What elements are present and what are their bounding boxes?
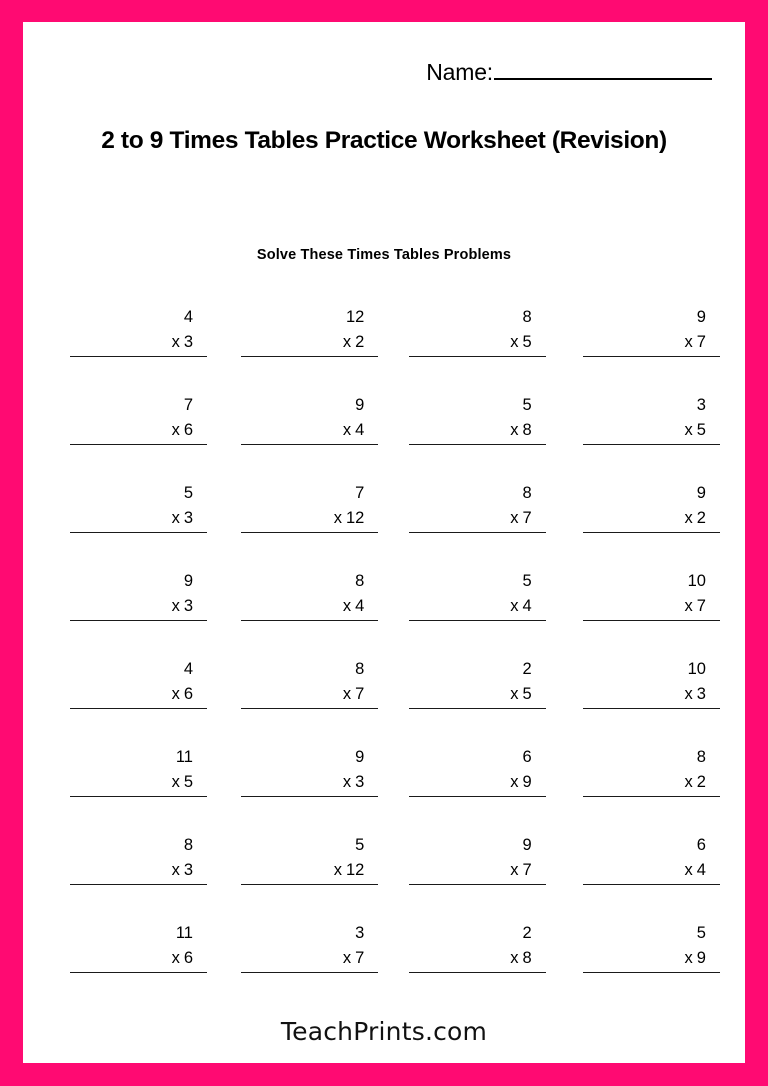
problem-multiplier-line bbox=[583, 682, 706, 707]
problem-multiplier-line bbox=[241, 946, 364, 971]
problem-operands bbox=[583, 393, 720, 443]
problem-multiplicand: 9 bbox=[355, 748, 365, 766]
multiplication-operator-icon: x bbox=[510, 421, 519, 439]
problem-multiplicand: 8 bbox=[355, 572, 365, 590]
problem-cell[interactable] bbox=[583, 569, 720, 657]
multiplication-operator-icon: x bbox=[684, 685, 693, 703]
problem-multiplicand: 9 bbox=[355, 396, 365, 414]
multiplication-operator-icon: x bbox=[342, 597, 352, 615]
answer-rule bbox=[241, 972, 378, 973]
section-heading: Solve These Times Tables Problems bbox=[256, 247, 512, 263]
problem-cell[interactable] bbox=[409, 921, 546, 1009]
problem-cell[interactable] bbox=[409, 569, 546, 657]
problem-cell[interactable] bbox=[409, 745, 546, 833]
multiplication-operator-icon: x bbox=[171, 949, 180, 967]
problem-cell[interactable] bbox=[70, 305, 207, 393]
problem-multiplicand: 11 bbox=[175, 748, 193, 766]
multiplication-operator-icon: x bbox=[510, 685, 519, 703]
problem-multiplicand: 9 bbox=[522, 836, 532, 854]
problem-operands bbox=[409, 305, 546, 355]
problems-grid bbox=[48, 305, 720, 1009]
problem-cell[interactable] bbox=[70, 657, 207, 745]
multiplication-operator-icon: x bbox=[342, 685, 352, 703]
problem-operands bbox=[583, 745, 720, 795]
problem-multiplier-line bbox=[241, 594, 364, 619]
problem-multiplicand: 7 bbox=[355, 484, 365, 502]
answer-rule bbox=[241, 620, 378, 621]
problem-multiplier: 9 bbox=[522, 773, 532, 791]
problem-multiplier-line bbox=[409, 506, 532, 531]
problem-multiplier: 4 bbox=[522, 597, 532, 615]
problem-multiplier-line bbox=[583, 770, 706, 795]
problem-operands bbox=[70, 393, 207, 443]
answer-rule bbox=[409, 708, 546, 709]
problem-multiplier: 3 bbox=[696, 685, 706, 703]
problem-cell[interactable] bbox=[241, 481, 378, 569]
multiplication-operator-icon: x bbox=[171, 773, 180, 791]
problem-operands bbox=[241, 569, 378, 619]
problem-multiplicand: 9 bbox=[183, 572, 193, 590]
problem-cell[interactable] bbox=[583, 745, 720, 833]
problem-operands bbox=[583, 305, 720, 355]
problem-operands bbox=[241, 921, 378, 971]
problem-operands bbox=[409, 481, 546, 531]
problem-multiplicand: 11 bbox=[175, 924, 193, 942]
problem-multiplicand: 8 bbox=[183, 836, 193, 854]
problem-operands bbox=[241, 657, 378, 707]
problem-multiplier-line bbox=[70, 594, 193, 619]
multiplication-operator-icon: x bbox=[171, 685, 180, 703]
problem-cell[interactable] bbox=[409, 481, 546, 569]
problem-multiplier: 7 bbox=[696, 333, 706, 351]
problem-multiplicand: 4 bbox=[183, 308, 193, 326]
answer-rule bbox=[583, 708, 720, 709]
answer-rule bbox=[409, 796, 546, 797]
problem-multiplier-line bbox=[409, 946, 532, 971]
problem-cell[interactable] bbox=[241, 393, 378, 481]
problem-cell[interactable] bbox=[241, 745, 378, 833]
problem-multiplier-line bbox=[409, 682, 532, 707]
problem-multiplier: 12 bbox=[345, 509, 365, 527]
problem-multiplicand: 5 bbox=[696, 924, 706, 942]
problem-multiplier-line bbox=[70, 682, 193, 707]
problem-multiplier: 8 bbox=[522, 421, 532, 439]
problem-cell[interactable] bbox=[583, 657, 720, 745]
multiplication-operator-icon: x bbox=[684, 509, 693, 527]
problem-multiplier-line bbox=[70, 770, 193, 795]
answer-rule bbox=[70, 356, 207, 357]
problem-operands bbox=[70, 657, 207, 707]
multiplication-operator-icon: x bbox=[510, 861, 519, 879]
problem-multiplier-line bbox=[70, 946, 193, 971]
problem-operands bbox=[409, 921, 546, 971]
problem-operands bbox=[241, 481, 378, 531]
problem-multiplicand: 10 bbox=[687, 660, 706, 678]
problem-cell[interactable] bbox=[70, 745, 207, 833]
problem-operands bbox=[70, 745, 207, 795]
problem-multiplier: 3 bbox=[355, 773, 365, 791]
problem-multiplier: 6 bbox=[183, 685, 193, 703]
problem-multiplicand: 6 bbox=[696, 836, 706, 854]
problem-multiplicand: 5 bbox=[183, 484, 193, 502]
worksheet-sheet bbox=[23, 22, 745, 1063]
answer-rule bbox=[241, 532, 378, 533]
problem-multiplier-line bbox=[241, 770, 364, 795]
multiplication-operator-icon: x bbox=[684, 773, 693, 791]
problem-multiplier-line bbox=[583, 858, 706, 883]
problem-cell[interactable] bbox=[241, 833, 378, 921]
problem-multiplier: 2 bbox=[696, 509, 706, 527]
problem-multiplicand: 2 bbox=[522, 924, 532, 942]
problem-multiplier-line bbox=[583, 418, 706, 443]
problem-multiplier-line bbox=[70, 506, 193, 531]
problem-cell[interactable] bbox=[70, 921, 207, 1009]
answer-rule bbox=[409, 884, 546, 885]
problem-multiplicand: 8 bbox=[696, 748, 706, 766]
problem-cell[interactable] bbox=[409, 393, 546, 481]
problem-operands bbox=[70, 481, 207, 531]
problem-cell[interactable] bbox=[70, 833, 207, 921]
answer-rule bbox=[409, 532, 546, 533]
multiplication-operator-icon: x bbox=[342, 333, 352, 351]
answer-rule bbox=[70, 796, 207, 797]
problem-multiplier-line bbox=[241, 682, 364, 707]
problem-cell[interactable] bbox=[70, 481, 207, 569]
problem-operands bbox=[583, 921, 720, 971]
problem-multiplier: 7 bbox=[522, 861, 532, 879]
answer-rule bbox=[70, 884, 207, 885]
problem-operands bbox=[583, 657, 720, 707]
problem-multiplicand: 7 bbox=[183, 396, 193, 414]
problem-multiplicand: 2 bbox=[522, 660, 532, 678]
problem-multiplier: 3 bbox=[183, 333, 193, 351]
answer-rule bbox=[583, 356, 720, 357]
problem-operands bbox=[409, 569, 546, 619]
multiplication-operator-icon: x bbox=[171, 597, 180, 615]
problem-multiplicand: 8 bbox=[522, 484, 532, 502]
problem-multiplier: 6 bbox=[183, 421, 193, 439]
problem-multiplier: 5 bbox=[183, 773, 193, 791]
answer-rule bbox=[583, 972, 720, 973]
problem-operands bbox=[70, 921, 207, 971]
problem-multiplier-line bbox=[583, 330, 706, 355]
problem-multiplier-line bbox=[409, 594, 532, 619]
problem-multiplier-line bbox=[583, 506, 706, 531]
problem-multiplier: 5 bbox=[522, 685, 532, 703]
problem-multiplier-line bbox=[70, 330, 193, 355]
multiplication-operator-icon: x bbox=[171, 333, 180, 351]
problem-multiplier: 3 bbox=[183, 509, 193, 527]
problem-operands bbox=[583, 833, 720, 883]
problem-multiplicand: 3 bbox=[355, 924, 365, 942]
problem-multiplicand: 5 bbox=[522, 396, 532, 414]
problem-multiplicand: 6 bbox=[522, 748, 532, 766]
problem-operands bbox=[583, 569, 720, 619]
answer-rule bbox=[409, 356, 546, 357]
multiplication-operator-icon: x bbox=[342, 773, 352, 791]
answer-rule bbox=[241, 796, 378, 797]
problem-operands bbox=[70, 305, 207, 355]
answer-rule bbox=[583, 620, 720, 621]
problem-multiplier: 4 bbox=[355, 421, 365, 439]
problem-multiplier-line bbox=[409, 858, 532, 883]
problem-operands bbox=[409, 657, 546, 707]
problem-multiplier: 7 bbox=[355, 949, 365, 967]
problem-cell[interactable] bbox=[583, 481, 720, 569]
problem-multiplicand: 10 bbox=[687, 572, 706, 590]
multiplication-operator-icon: x bbox=[510, 949, 519, 967]
problem-multiplier: 4 bbox=[696, 861, 706, 879]
problem-multiplier: 8 bbox=[522, 949, 532, 967]
answer-rule bbox=[583, 444, 720, 445]
multiplication-operator-icon: x bbox=[684, 949, 693, 967]
problem-cell[interactable] bbox=[241, 305, 378, 393]
answer-rule bbox=[70, 444, 207, 445]
problem-multiplier: 6 bbox=[183, 949, 193, 967]
problem-multiplier: 4 bbox=[355, 597, 365, 615]
problem-multiplicand: 8 bbox=[355, 660, 365, 678]
problem-cell[interactable] bbox=[241, 657, 378, 745]
problem-cell[interactable] bbox=[241, 921, 378, 1009]
name-field-row bbox=[426, 59, 712, 86]
footer-brand: TeachPrints.com bbox=[280, 1017, 488, 1046]
multiplication-operator-icon: x bbox=[510, 597, 519, 615]
problem-cell[interactable] bbox=[409, 305, 546, 393]
problem-multiplicand: 12 bbox=[345, 308, 365, 326]
answer-rule bbox=[70, 532, 207, 533]
problem-multiplier: 3 bbox=[183, 597, 193, 615]
problem-cell[interactable] bbox=[583, 393, 720, 481]
problem-operands bbox=[241, 305, 378, 355]
multiplication-operator-icon: x bbox=[684, 333, 693, 351]
multiplication-operator-icon: x bbox=[171, 509, 180, 527]
problem-cell[interactable] bbox=[409, 657, 546, 745]
multiplication-operator-icon: x bbox=[333, 509, 342, 527]
problem-multiplicand: 3 bbox=[696, 396, 706, 414]
problem-multiplicand: 9 bbox=[696, 308, 706, 326]
problem-operands bbox=[583, 481, 720, 531]
multiplication-operator-icon: x bbox=[342, 949, 352, 967]
multiplication-operator-icon: x bbox=[510, 773, 519, 791]
multiplication-operator-icon: x bbox=[333, 861, 342, 879]
problem-multiplier-line bbox=[70, 418, 193, 443]
problem-multiplier-line bbox=[409, 330, 532, 355]
answer-rule bbox=[241, 444, 378, 445]
answer-rule bbox=[70, 708, 207, 709]
multiplication-operator-icon: x bbox=[171, 861, 180, 879]
answer-rule bbox=[70, 620, 207, 621]
problem-multiplier: 12 bbox=[345, 861, 365, 879]
problem-multiplier: 3 bbox=[183, 861, 193, 879]
answer-rule bbox=[70, 972, 207, 973]
multiplication-operator-icon: x bbox=[510, 509, 519, 527]
problem-cell[interactable] bbox=[583, 305, 720, 393]
problem-multiplier-line bbox=[409, 770, 532, 795]
problem-multiplier-line bbox=[241, 506, 364, 531]
problem-operands bbox=[70, 833, 207, 883]
problem-operands bbox=[409, 393, 546, 443]
answer-rule bbox=[583, 796, 720, 797]
answer-rule bbox=[409, 444, 546, 445]
problem-multiplier-line bbox=[241, 858, 364, 883]
problem-multiplicand: 9 bbox=[696, 484, 706, 502]
problem-cell[interactable] bbox=[583, 921, 720, 1009]
answer-rule bbox=[583, 884, 720, 885]
multiplication-operator-icon: x bbox=[684, 421, 693, 439]
problem-multiplier: 7 bbox=[522, 509, 532, 527]
problem-operands bbox=[241, 745, 378, 795]
problem-multiplier: 5 bbox=[522, 333, 532, 351]
answer-rule bbox=[241, 884, 378, 885]
answer-rule bbox=[241, 708, 378, 709]
name-input-blank[interactable] bbox=[494, 61, 712, 80]
multiplication-operator-icon: x bbox=[342, 421, 352, 439]
problem-cell[interactable] bbox=[241, 569, 378, 657]
problem-cell[interactable] bbox=[409, 833, 546, 921]
problem-multiplier-line bbox=[241, 418, 364, 443]
problem-multiplier: 2 bbox=[355, 333, 365, 351]
name-label: Name: bbox=[426, 59, 493, 85]
problem-operands bbox=[409, 745, 546, 795]
problem-multiplier-line bbox=[583, 946, 706, 971]
problem-multiplier: 7 bbox=[696, 597, 706, 615]
problem-multiplicand: 5 bbox=[355, 836, 365, 854]
answer-rule bbox=[583, 532, 720, 533]
multiplication-operator-icon: x bbox=[510, 333, 519, 351]
problem-operands bbox=[70, 569, 207, 619]
problem-multiplier: 9 bbox=[696, 949, 706, 967]
problem-multiplicand: 4 bbox=[183, 660, 193, 678]
problem-multiplier-line bbox=[70, 858, 193, 883]
problem-cell[interactable] bbox=[70, 393, 207, 481]
problem-multiplier: 7 bbox=[355, 685, 365, 703]
answer-rule bbox=[409, 620, 546, 621]
multiplication-operator-icon: x bbox=[171, 421, 180, 439]
answer-rule bbox=[409, 972, 546, 973]
problem-multiplier-line bbox=[241, 330, 364, 355]
problem-cell[interactable] bbox=[583, 833, 720, 921]
problem-multiplicand: 5 bbox=[522, 572, 532, 590]
multiplication-operator-icon: x bbox=[684, 861, 693, 879]
multiplication-operator-icon: x bbox=[684, 597, 693, 615]
problem-multiplier-line bbox=[409, 418, 532, 443]
problem-multiplier: 2 bbox=[696, 773, 706, 791]
problem-operands bbox=[241, 833, 378, 883]
problem-operands bbox=[409, 833, 546, 883]
problem-multiplicand: 8 bbox=[522, 308, 532, 326]
answer-rule bbox=[241, 356, 378, 357]
page-title: 2 to 9 Times Tables Practice Worksheet (Revision) bbox=[101, 127, 667, 154]
problem-multiplier-line bbox=[583, 594, 706, 619]
problem-cell[interactable] bbox=[70, 569, 207, 657]
problem-multiplier: 5 bbox=[696, 421, 706, 439]
problem-operands bbox=[241, 393, 378, 443]
